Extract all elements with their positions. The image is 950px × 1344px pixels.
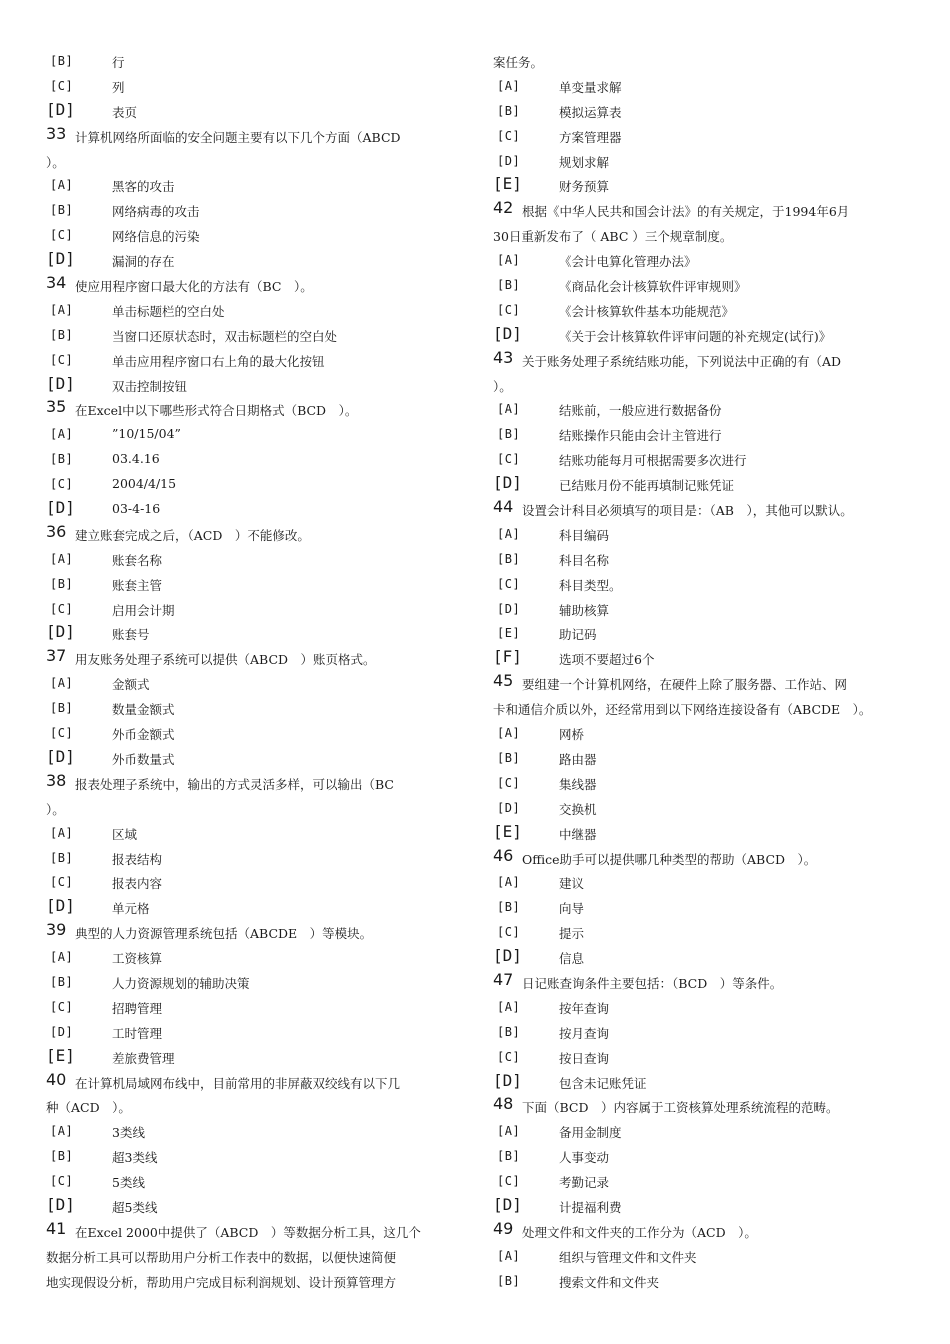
option-text: 规划求解 bbox=[559, 154, 610, 170]
question-line bbox=[493, 847, 913, 872]
option-line bbox=[46, 1170, 466, 1195]
option-line bbox=[493, 423, 913, 448]
option-line bbox=[493, 75, 913, 100]
continuation-text: 数据分析工具可以帮助用户分析工作表中的数据，以便快速简便 bbox=[46, 1249, 397, 1265]
option-letter: [D] bbox=[46, 896, 75, 916]
question-number: 37 bbox=[46, 646, 67, 666]
option-letter: [A] bbox=[497, 875, 521, 890]
question-number: 35 bbox=[46, 397, 67, 417]
option-line bbox=[46, 50, 466, 75]
option-text: 03-4-16 bbox=[112, 501, 161, 517]
option-text: 包含未记账凭证 bbox=[559, 1075, 647, 1091]
option-letter: [C] bbox=[50, 1174, 74, 1189]
question-text: 设置会计科目必须填写的项目是：（AB ），其他可以默认。 bbox=[522, 503, 853, 519]
option-text: 金额式 bbox=[112, 677, 150, 693]
option-letter: [C] bbox=[497, 1174, 521, 1189]
option-line bbox=[493, 797, 913, 822]
continuation-line bbox=[46, 150, 466, 175]
option-line bbox=[46, 847, 466, 872]
option-letter: [D] bbox=[493, 946, 522, 966]
option-text: 科目类型。 bbox=[559, 577, 622, 593]
option-line bbox=[46, 971, 466, 996]
question-number: 34 bbox=[46, 273, 67, 293]
option-line bbox=[493, 1120, 913, 1145]
question-number: 41 bbox=[46, 1218, 67, 1238]
option-letter: [E] bbox=[493, 821, 522, 841]
option-letter: [C] bbox=[50, 875, 74, 890]
option-text: 方案管理器 bbox=[559, 129, 622, 145]
option-letter: [D] bbox=[497, 800, 521, 815]
option-letter: [B] bbox=[50, 203, 74, 218]
question-line bbox=[46, 772, 466, 797]
question-line bbox=[493, 1095, 913, 1120]
option-letter: [C] bbox=[50, 228, 74, 243]
option-letter: [C] bbox=[497, 1049, 521, 1064]
option-line bbox=[493, 598, 913, 623]
option-letter: [D] bbox=[46, 1194, 75, 1214]
option-text: 《商品化会计核算软件评审规则》 bbox=[559, 279, 747, 295]
option-line bbox=[46, 1046, 466, 1071]
option-text: 单击标题栏的空白处 bbox=[112, 303, 225, 319]
option-letter: [D] bbox=[497, 601, 521, 616]
option-letter: [D] bbox=[46, 373, 75, 393]
option-letter: [D] bbox=[46, 746, 75, 766]
option-text: 3类线 bbox=[112, 1125, 145, 1141]
question-line bbox=[46, 398, 466, 423]
option-text: 工资核算 bbox=[112, 951, 163, 967]
option-line bbox=[493, 1245, 913, 1270]
option-line bbox=[46, 324, 466, 349]
option-letter: [A] bbox=[497, 999, 521, 1014]
option-text: 备用金制度 bbox=[559, 1125, 622, 1141]
question-text: 用友账务处理子系统可以提供（ABCD ）账页格式。 bbox=[75, 652, 376, 668]
option-line bbox=[46, 199, 466, 224]
option-text: 表页 bbox=[112, 104, 138, 120]
option-line bbox=[46, 822, 466, 847]
option-line bbox=[46, 224, 466, 249]
option-letter: [B] bbox=[50, 1149, 74, 1164]
option-line bbox=[493, 249, 913, 274]
option-line bbox=[493, 747, 913, 772]
option-letter: [C] bbox=[497, 452, 521, 467]
option-line bbox=[46, 672, 466, 697]
question-line bbox=[493, 349, 913, 374]
question-text: 使应用程序窗口最大化的方法有（BC ）。 bbox=[75, 279, 313, 295]
option-letter: [D] bbox=[46, 99, 75, 119]
option-text: 网络信息的污染 bbox=[112, 229, 200, 245]
question-text: Office助手可以提供哪几种类型的帮助（ABCD ）。 bbox=[522, 851, 817, 867]
option-line bbox=[46, 946, 466, 971]
option-letter: [A] bbox=[497, 78, 521, 93]
continuation-line bbox=[493, 697, 913, 722]
option-letter: [B] bbox=[497, 103, 521, 118]
option-letter: [D] bbox=[493, 1194, 522, 1214]
option-letter: [A] bbox=[497, 1124, 521, 1139]
option-line bbox=[46, 548, 466, 573]
option-letter: [D] bbox=[493, 473, 522, 493]
option-letter: [B] bbox=[50, 974, 74, 989]
option-letter: [A] bbox=[50, 676, 74, 691]
option-letter: [B] bbox=[497, 750, 521, 765]
option-line bbox=[493, 1071, 913, 1096]
question-number: 47 bbox=[493, 969, 514, 989]
option-line bbox=[493, 150, 913, 175]
option-text: 报表内容 bbox=[112, 876, 163, 892]
option-line bbox=[493, 398, 913, 423]
option-letter: [D] bbox=[46, 622, 75, 642]
option-line bbox=[493, 622, 913, 647]
question-text: 建立账套完成之后，（ACD ）不能修改。 bbox=[75, 527, 310, 543]
option-text: 外币金额式 bbox=[112, 727, 175, 743]
option-letter: [D] bbox=[46, 498, 75, 518]
option-text: 人事变动 bbox=[559, 1150, 610, 1166]
option-text: 差旅费管理 bbox=[112, 1050, 175, 1066]
option-letter: [A] bbox=[50, 825, 74, 840]
question-line bbox=[493, 199, 913, 224]
option-letter: [D] bbox=[493, 1070, 522, 1090]
option-text: 当窗口还原状态时，双击标题栏的空白处 bbox=[112, 328, 338, 344]
option-line bbox=[46, 1195, 466, 1220]
option-line bbox=[493, 324, 913, 349]
option-letter: [B] bbox=[497, 278, 521, 293]
question-number: 33 bbox=[46, 123, 67, 143]
question-line bbox=[493, 498, 913, 523]
option-text: 《会计核算软件基本功能规范》 bbox=[559, 303, 735, 319]
option-letter: [C] bbox=[50, 999, 74, 1014]
option-letter: [D] bbox=[493, 323, 522, 343]
option-letter: [C] bbox=[497, 302, 521, 317]
question-text: 在Excel中以下哪些形式符合日期格式（BCD ）。 bbox=[75, 403, 358, 419]
option-line bbox=[46, 349, 466, 374]
option-line bbox=[493, 1270, 913, 1295]
question-text: 计算机网络所面临的安全问题主要有以下几个方面（ABCD bbox=[75, 129, 401, 145]
option-text: 提示 bbox=[559, 926, 585, 942]
option-letter: [C] bbox=[497, 925, 521, 940]
option-text: 2004/4/15 bbox=[112, 476, 177, 492]
option-line bbox=[493, 921, 913, 946]
option-text: 向导 bbox=[559, 901, 585, 917]
question-number: 38 bbox=[46, 770, 67, 790]
option-text: 报表结构 bbox=[112, 851, 163, 867]
option-text: 列 bbox=[112, 79, 125, 95]
option-line bbox=[493, 274, 913, 299]
question-line bbox=[46, 274, 466, 299]
option-letter: [B] bbox=[497, 551, 521, 566]
continuation-line bbox=[46, 1095, 466, 1120]
option-line bbox=[493, 871, 913, 896]
option-line bbox=[46, 249, 466, 274]
question-text: 报表处理子系统中，输出的方式灵活多样，可以输出（BC bbox=[75, 776, 394, 792]
option-line bbox=[46, 299, 466, 324]
option-line bbox=[493, 772, 913, 797]
question-line bbox=[493, 971, 913, 996]
option-line bbox=[46, 598, 466, 623]
option-text: 选项不要超过6个 bbox=[559, 652, 655, 668]
option-text: 结账前，一般应进行数据备份 bbox=[559, 403, 722, 419]
option-letter: [F] bbox=[493, 647, 522, 667]
continuation-line bbox=[46, 1270, 466, 1295]
option-text: 03.4.16 bbox=[112, 451, 160, 467]
option-line bbox=[46, 174, 466, 199]
option-text: 黑客的攻击 bbox=[112, 179, 175, 195]
option-letter: [C] bbox=[50, 78, 74, 93]
option-text: 账套名称 bbox=[112, 552, 163, 568]
continuation-text: 种（ACD ）。 bbox=[46, 1100, 131, 1116]
option-line bbox=[46, 498, 466, 523]
option-line bbox=[493, 523, 913, 548]
option-line bbox=[493, 299, 913, 324]
left-column bbox=[46, 50, 466, 1295]
option-letter: [A] bbox=[497, 253, 521, 268]
option-text: 已结账月份不能再填制记账凭证 bbox=[559, 478, 735, 494]
option-line bbox=[493, 573, 913, 598]
option-letter: [C] bbox=[50, 726, 74, 741]
option-line bbox=[493, 1195, 913, 1220]
option-text: 网桥 bbox=[559, 727, 585, 743]
option-letter: [A] bbox=[50, 302, 74, 317]
option-line bbox=[493, 647, 913, 672]
option-text: 结账功能每月可根据需要多次进行 bbox=[559, 453, 747, 469]
option-letter: [C] bbox=[50, 477, 74, 492]
option-text: 招聘管理 bbox=[112, 1000, 163, 1016]
option-line bbox=[493, 473, 913, 498]
option-line bbox=[493, 722, 913, 747]
option-text: 超3类线 bbox=[112, 1150, 158, 1166]
question-line bbox=[493, 672, 913, 697]
option-line bbox=[46, 871, 466, 896]
option-line bbox=[493, 996, 913, 1021]
question-text: 处理文件和文件夹的工作分为（ACD ）。 bbox=[522, 1224, 757, 1240]
option-letter: [D] bbox=[50, 1024, 74, 1039]
option-letter: [E] bbox=[497, 626, 521, 641]
option-text: 按年查询 bbox=[559, 1000, 610, 1016]
question-line bbox=[46, 125, 466, 150]
option-text: 双击控制按钮 bbox=[112, 378, 188, 394]
option-letter: [B] bbox=[50, 701, 74, 716]
question-line bbox=[46, 523, 466, 548]
continuation-text: ）。 bbox=[46, 154, 65, 170]
option-letter: [A] bbox=[497, 1248, 521, 1263]
question-number: 40 bbox=[46, 1069, 67, 1089]
option-text: 工时管理 bbox=[112, 1025, 163, 1041]
option-text: 《关于会计核算软件评审问题的补充规定(试行)》 bbox=[559, 328, 832, 344]
option-letter: [C] bbox=[497, 128, 521, 143]
continuation-text: ）。 bbox=[493, 378, 512, 394]
option-letter: [B] bbox=[497, 900, 521, 915]
question-text: 典型的人力资源管理系统包括（ABCDE ）等模块。 bbox=[75, 926, 373, 942]
option-letter: [A] bbox=[497, 526, 521, 541]
option-letter: [B] bbox=[497, 1024, 521, 1039]
option-line bbox=[493, 946, 913, 971]
option-letter: [B] bbox=[50, 452, 74, 467]
option-text: 结账操作只能由会计主管进行 bbox=[559, 428, 722, 444]
option-line bbox=[493, 100, 913, 125]
option-text: 单击应用程序窗口右上角的最大化按钮 bbox=[112, 353, 325, 369]
option-letter: [B] bbox=[50, 54, 74, 68]
option-line bbox=[46, 697, 466, 722]
option-text: ”10/15/04” bbox=[112, 426, 181, 442]
continuation-line bbox=[493, 224, 913, 249]
option-letter: [C] bbox=[50, 601, 74, 616]
option-text: 计提福利费 bbox=[559, 1199, 622, 1215]
question-text: 要组建一个计算机网络，在硬件上除了服务器、工作站、网 bbox=[522, 677, 848, 693]
question-number: 43 bbox=[493, 347, 514, 367]
option-line bbox=[46, 1120, 466, 1145]
continuation-text: 案任务。 bbox=[493, 55, 544, 70]
option-text: 单变量求解 bbox=[559, 79, 622, 95]
question-line bbox=[493, 1220, 913, 1245]
option-text: 《会计电算化管理办法》 bbox=[559, 254, 697, 270]
option-text: 账套号 bbox=[112, 627, 150, 643]
option-line bbox=[493, 1170, 913, 1195]
option-line bbox=[493, 1046, 913, 1071]
option-text: 信息 bbox=[559, 951, 585, 967]
continuation-line bbox=[46, 797, 466, 822]
option-text: 按日查询 bbox=[559, 1050, 610, 1066]
option-text: 路由器 bbox=[559, 751, 597, 767]
question-line bbox=[46, 921, 466, 946]
option-line bbox=[46, 423, 466, 448]
option-letter: [A] bbox=[50, 178, 74, 193]
question-text: 在Excel 2000中提供了（ABCD ）等数据分析工具，这几个 bbox=[75, 1224, 421, 1240]
option-text: 建议 bbox=[559, 876, 585, 892]
option-text: 数量金额式 bbox=[112, 702, 175, 718]
option-line bbox=[493, 125, 913, 150]
option-letter: [A] bbox=[50, 950, 74, 965]
option-line bbox=[493, 1021, 913, 1046]
question-line bbox=[46, 1071, 466, 1096]
option-line bbox=[46, 75, 466, 100]
option-letter: [B] bbox=[50, 576, 74, 591]
continuation-text: 30日重新发布了（ ABC ）三个规章制度。 bbox=[493, 229, 733, 245]
option-letter: [D] bbox=[46, 249, 75, 269]
option-line bbox=[493, 448, 913, 473]
option-text: 交换机 bbox=[559, 801, 597, 817]
option-letter: [D] bbox=[497, 153, 521, 168]
option-line bbox=[46, 573, 466, 598]
question-text: 在计算机局域网布线中，目前常用的非屏蔽双绞线有以下几 bbox=[75, 1075, 401, 1091]
option-line bbox=[493, 896, 913, 921]
option-text: 人力资源规划的辅助决策 bbox=[112, 975, 250, 991]
question-number: 45 bbox=[493, 671, 514, 691]
option-line bbox=[46, 1145, 466, 1170]
option-line bbox=[46, 473, 466, 498]
option-line bbox=[46, 100, 466, 125]
option-text: 行 bbox=[112, 55, 125, 70]
right-column bbox=[493, 50, 913, 1295]
option-text: 账套主管 bbox=[112, 577, 163, 593]
option-line bbox=[46, 896, 466, 921]
question-text: 关于账务处理子系统结账功能，下列说法中正确的有（AD bbox=[522, 353, 842, 369]
option-line bbox=[46, 747, 466, 772]
option-text: 单元格 bbox=[112, 901, 150, 917]
question-line bbox=[46, 647, 466, 672]
option-letter: [C] bbox=[497, 775, 521, 790]
option-text: 超5类线 bbox=[112, 1199, 158, 1215]
question-text: 根据《中华人民共和国会计法》的有关规定，于1994年6月 bbox=[522, 204, 850, 220]
option-text: 区域 bbox=[112, 826, 138, 842]
option-text: 财务预算 bbox=[559, 179, 610, 195]
option-text: 模拟运算表 bbox=[559, 104, 622, 120]
question-number: 42 bbox=[493, 198, 514, 218]
option-letter: [A] bbox=[497, 726, 521, 741]
option-letter: [B] bbox=[50, 327, 74, 342]
question-number: 39 bbox=[46, 920, 67, 940]
option-line bbox=[46, 722, 466, 747]
option-letter: [A] bbox=[50, 551, 74, 566]
option-text: 科目编码 bbox=[559, 527, 610, 543]
option-line bbox=[493, 1145, 913, 1170]
option-letter: [C] bbox=[50, 352, 74, 367]
option-letter: [B] bbox=[497, 427, 521, 442]
option-text: 按月查询 bbox=[559, 1025, 610, 1041]
question-text: 日记账查询条件主要包括：（BCD ）等条件。 bbox=[522, 975, 783, 991]
option-line bbox=[46, 448, 466, 473]
option-text: 辅助核算 bbox=[559, 602, 610, 618]
option-line bbox=[46, 996, 466, 1021]
option-letter: [A] bbox=[497, 402, 521, 417]
question-number: 46 bbox=[493, 845, 514, 865]
option-line bbox=[493, 548, 913, 573]
continuation-line bbox=[493, 374, 913, 399]
option-line bbox=[46, 622, 466, 647]
option-letter: [C] bbox=[497, 576, 521, 591]
question-number: 48 bbox=[493, 1094, 514, 1114]
option-line bbox=[493, 822, 913, 847]
question-line bbox=[46, 1220, 466, 1245]
option-text: 搜索文件和文件夹 bbox=[559, 1274, 660, 1290]
question-number: 49 bbox=[493, 1218, 514, 1238]
continuation-text: 卡和通信介质以外，还经常用到以下网络连接设备有（ABCDE ）。 bbox=[493, 702, 872, 718]
option-text: 启用会计期 bbox=[112, 602, 175, 618]
question-number: 44 bbox=[493, 497, 514, 517]
option-letter: [A] bbox=[50, 1124, 74, 1139]
continuation-text: ）。 bbox=[46, 801, 65, 817]
option-text: 集线器 bbox=[559, 776, 597, 792]
option-line bbox=[493, 174, 913, 199]
option-letter: [B] bbox=[50, 850, 74, 865]
option-text: 网络病毒的攻击 bbox=[112, 204, 200, 220]
option-letter: [B] bbox=[497, 1149, 521, 1164]
option-text: 科目名称 bbox=[559, 552, 610, 568]
option-line bbox=[46, 374, 466, 399]
option-text: 考勤记录 bbox=[559, 1175, 610, 1191]
option-text: 外币数量式 bbox=[112, 751, 175, 767]
question-number: 36 bbox=[46, 521, 67, 541]
option-letter: [E] bbox=[493, 174, 522, 194]
option-text: 助记码 bbox=[559, 627, 597, 643]
continuation-line bbox=[493, 50, 913, 75]
option-letter: [B] bbox=[497, 1273, 521, 1288]
option-text: 中继器 bbox=[559, 826, 597, 842]
continuation-line bbox=[46, 1245, 466, 1270]
option-line bbox=[46, 1021, 466, 1046]
continuation-text: 地实现假设分析，帮助用户完成目标利润规划、设计预算管理方 bbox=[46, 1274, 397, 1290]
option-letter: [E] bbox=[46, 1045, 75, 1065]
option-text: 5类线 bbox=[112, 1175, 145, 1191]
option-letter: [A] bbox=[50, 427, 74, 442]
option-text: 漏洞的存在 bbox=[112, 254, 175, 270]
question-text: 下面（BCD ）内容属于工资核算处理系统流程的范畴。 bbox=[522, 1100, 839, 1116]
option-text: 组织与管理文件和文件夹 bbox=[559, 1249, 697, 1265]
